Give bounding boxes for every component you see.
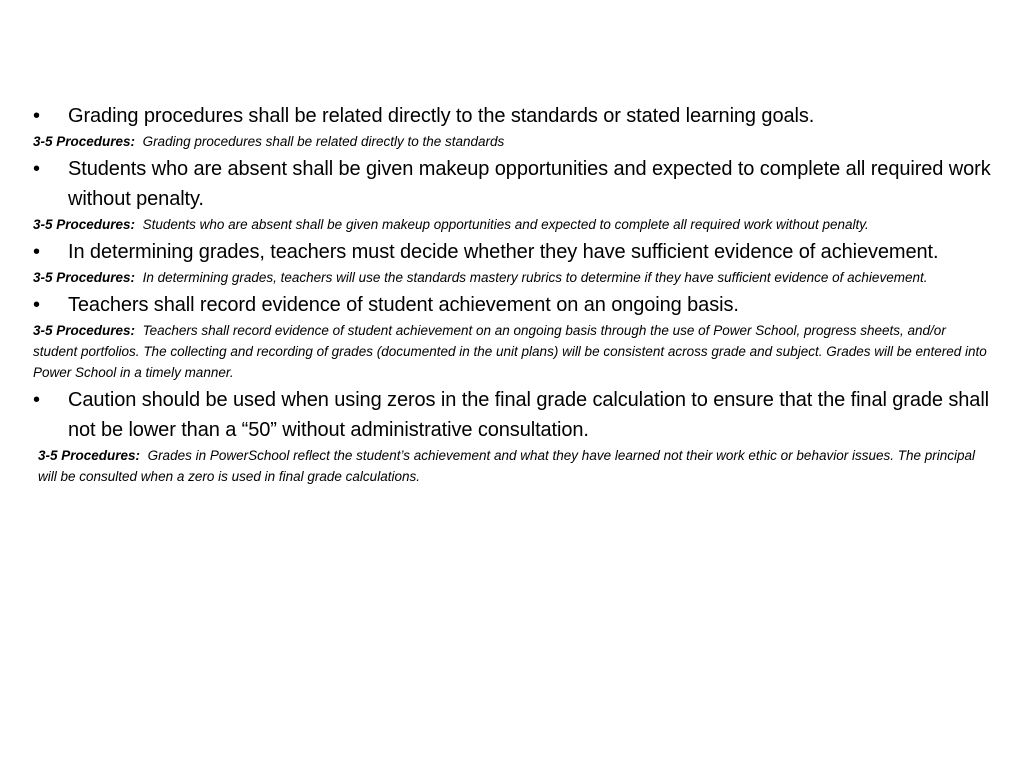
bullet-text: Caution should be used when using zeros in the final grade calculation to ensure that the final grade shall not be lower than a “50” without administrative consultation.: [68, 389, 990, 441]
procedure-text: Grades in PowerSchool reflect the student’s achievement and what they have learned not their work ethic or behavior issues. The principal will be consulted when a zero is used in final grade calculations.: [38, 448, 976, 484]
bullet-dot: •: [33, 389, 40, 411]
procedure-note-sufficient-evidence: [33, 267, 993, 288]
bullet-text: Students who are absent shall be given makeup opportunities and expected to complete all required work without penalty.: [68, 158, 991, 210]
procedure-label: 3-5 Procedures:: [38, 448, 141, 463]
bullet-dot: •: [33, 158, 40, 180]
bullet-dot: •: [33, 241, 40, 263]
bullet-item-grading-procedures: [33, 101, 993, 131]
bullet-item-sufficient-evidence: [33, 237, 993, 267]
procedure-text: Teachers shall record evidence of student achievement on an ongoing basis through the use of Power School, progress sheets, and/or student portfolios. The collecting and recording of grades (documented in the unit plans) will be consistent across grade and subject. Grades will be entered into Power School in a timely manner.: [33, 323, 987, 380]
procedure-note-record-evidence: [33, 320, 993, 383]
bullet-item-zeros-caution: [33, 385, 993, 445]
bullet-text: Grading procedures shall be related directly to the standards or stated learning goals.: [68, 105, 815, 127]
bullet-item-absent-students: [33, 154, 993, 214]
procedure-label: 3-5 Procedures:: [33, 323, 136, 338]
procedure-label: 3-5 Procedures:: [33, 217, 136, 232]
procedure-label: 3-5 Procedures:: [33, 134, 136, 149]
procedure-note-absent-students: [33, 214, 993, 235]
slide-content: [33, 101, 993, 489]
bullet-text: In determining grades, teachers must decide whether they have sufficient evidence of achievement.: [68, 241, 939, 263]
bullet-text: Teachers shall record evidence of student achievement on an ongoing basis.: [68, 294, 739, 316]
procedure-text: Students who are absent shall be given makeup opportunities and expected to complete all required work without penalty.: [142, 217, 869, 232]
bullet-item-record-evidence: [33, 290, 993, 320]
procedure-text: Grading procedures shall be related directly to the standards: [142, 134, 505, 149]
procedure-note-grading-procedures: [33, 131, 993, 152]
bullet-dot: •: [33, 105, 40, 127]
procedure-note-zeros-caution: [33, 445, 993, 487]
procedure-label: 3-5 Procedures:: [33, 270, 136, 285]
procedure-text: In determining grades, teachers will use the standards mastery rubrics to determine if they have sufficient evidence of achievement.: [142, 270, 928, 285]
bullet-dot: •: [33, 294, 40, 316]
